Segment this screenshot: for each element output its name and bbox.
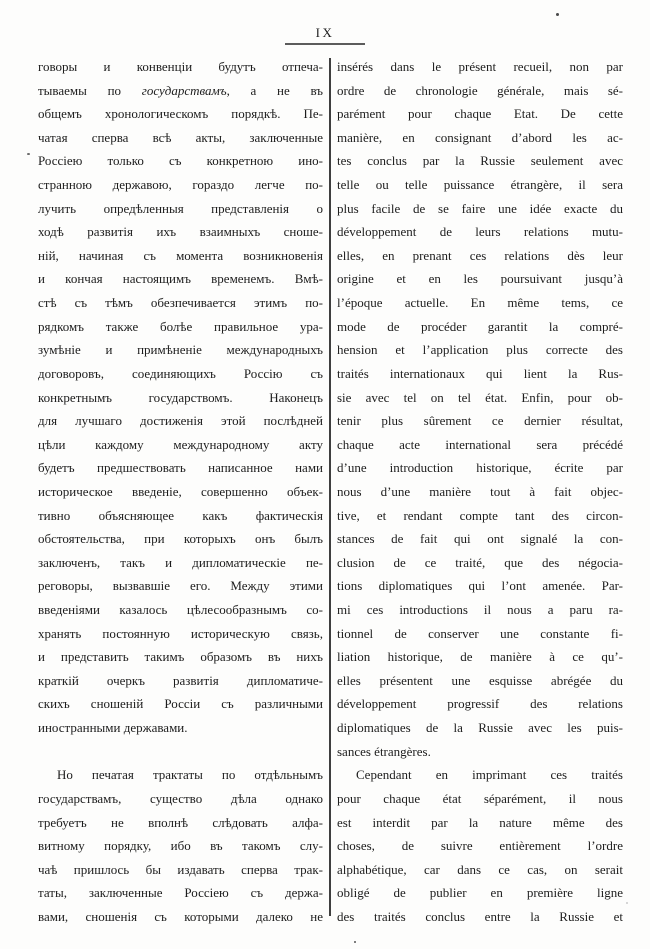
text-line: общемъ хронологическомъ порядкѣ. Пе- [38,106,323,122]
text-line: скихъ сношеній Россіи съ различными [38,696,323,712]
text-line: витному порядку, ибо въ такомъ слу- [38,838,323,854]
text-line: ordre de chronologie générale, mais sé- [337,82,623,98]
blank-line [38,740,323,764]
text-line: хранять постоянную историческую связь, [38,625,323,641]
text-line: тываемы по государствамъ, а не въ [38,82,323,98]
text-line: nous d’une manière tout à fait objec- [337,483,623,499]
text-line: цѣли каждому международному акту [38,436,323,452]
text-line: est interdit par la nature même des [337,814,623,830]
text-line: заключенъ, такъ и дипломатическіе пе- [38,554,323,570]
page-number: IX [315,25,335,40]
text-line: странною державою, гораздо легче по- [38,177,323,193]
text-line: elles présentent une esquisse abrégée du [337,672,623,688]
text-line: чатая сперва всѣ акты, заключенные [38,129,323,145]
text-line: mi ces introductions il nous a paru ra- [337,602,623,618]
text-line: diplomatiques de la Russie avec les puis- [337,720,623,736]
text-line: конкретнымъ государствомъ. Наконецъ [38,389,323,405]
text-line: тивно объясняющее какъ фактическія [38,507,323,523]
scan-speck [556,13,559,16]
text-line: историческое введеніе, совершенно объек- [38,483,323,499]
text-line: Но печатая трактаты по отдѣльнымъ [57,767,323,783]
text-line: obligé de publier en première ligne [337,885,623,901]
column-divider-rule [329,58,331,916]
text-line: développement de leurs relations mutu- [337,224,623,240]
text-line: elles, en prenant ces relations dès leur [337,247,623,263]
text-line: краткій очеркъ развитія дипломатиче- [38,672,323,688]
text-line: choses, de suivre entièrement l’ordre [337,838,623,854]
text-line: tenir plus sûrement ce dernier résultat, [337,413,623,429]
text-line: и кончая настоящимъ временемъ. Вмѣ- [38,271,323,287]
text-line: и представить такимъ образомъ въ нихъ [38,649,323,665]
text-line: зумѣніе и примѣненіе международныхъ [38,342,323,358]
scan-speck [626,902,628,904]
text-line: tive, et rendant compte tant des circon- [337,507,623,523]
text-line: origine et en les poursuivant jusqu’à [337,271,623,287]
text-line: стѣ съ тѣмъ обезпечивается этимъ по- [38,295,323,311]
text-line: sie avec tel on tel état. Enfin, pour ob- [337,389,623,405]
text-line: реговоры, вызвавшіе его. Между этими [38,578,323,594]
text-line: sances étrangères. [337,743,431,759]
text-line: чаѣ пришлось бы издавать сперва трак- [38,861,323,877]
text-line: рядкомъ также болѣе правильное ура- [38,318,323,334]
text-line: требуетъ не вполнѣ слѣдовать алфа- [38,814,323,830]
text-line: pour chaque état séparément, il nous [337,790,623,806]
text-line: вами, сношенія съ которыми далеко не [38,908,323,924]
text-line: d’une introduction historique, écrite par [337,460,623,476]
text-line: tes conclus par la Russie seulement avec [337,153,623,169]
text-line: chaque acte international sera précédé [337,436,623,452]
text-line: ній, начиная съ момента возникновенія [38,247,323,263]
left-column-russian-text [38,55,323,929]
page-number-rule [285,43,365,45]
text-line: Россіею только съ конкретною ино- [38,153,323,169]
text-line: alphabétique, car dans ce cas, on serait [337,861,623,877]
text-line: договоровъ, соединяющихъ Россію съ [38,365,323,381]
text-line: государствамъ, существо дѣла однако [38,790,323,806]
text-line: лучить опредѣленныя представленія о [38,200,323,216]
text-line: parément pour chaque Etat. De cette [337,106,623,122]
text-line: введеніями казалось цѣлесообразнымъ со- [38,602,323,618]
scan-speck [27,153,30,155]
text-line: для лучшаго достиженія этой послѣдней [38,413,323,429]
text-line: des traités conclus entre la Russie et [337,908,623,924]
text-line: будетъ предшествовать написанное нами [38,460,323,476]
text-line: telle ou telle puissance étrangère, il sera [337,177,623,193]
text-line: traités internationaux qui lient la Rus- [337,365,623,381]
right-column-french-text [337,55,623,929]
text-line: hension et l’application plus correcte des [337,342,623,358]
scan-speck [354,941,356,943]
text-line: l’époque actuelle. En même tems, ce [337,295,623,311]
text-line: tionnel de conserver une constante fi- [337,625,623,641]
text-line: tions diplomatiques qui l’ont amenée. Par- [337,578,623,594]
text-line: insérés dans le présent recueil, non par [337,59,623,74]
text-line: обстоятельства, при которыхъ онъ былъ [38,531,323,547]
text-line: développement progressif des relations [337,696,623,712]
text-line: stances de fait qui ont signalé la con- [337,531,623,547]
text-line: таты, заключенные Россіею съ держа- [38,885,323,901]
text-line: mode de procéder garantit la compré- [337,318,623,334]
text-line: Cependant en imprimant ces traités [356,767,623,783]
text-line: manière, en consignant d’abord les ac- [337,129,623,145]
text-line: говоры и конвенціи будутъ отпеча- [38,59,323,74]
text-line: clusion de ce traité, que des négocia- [337,554,623,570]
text-line: иностранными державами. [38,720,188,736]
text-line: plus facile de se faire une idée exacte du [337,200,623,216]
text-line: liation historique, de manière à ce qu’- [337,649,623,665]
text-line: ходѣ развитія ихъ взаимныхъ сноше- [38,224,323,240]
